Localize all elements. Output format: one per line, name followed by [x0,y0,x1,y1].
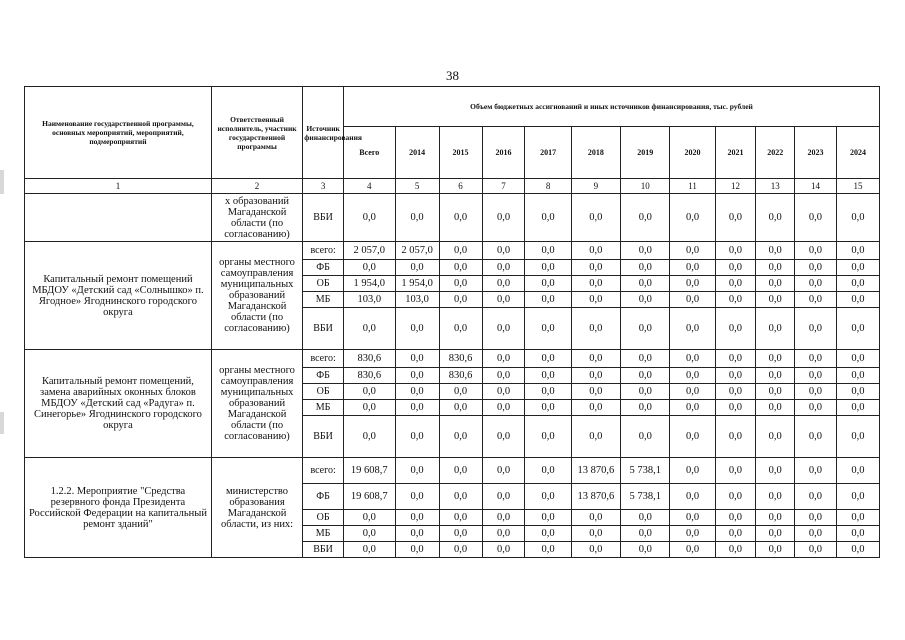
year-value: 0,0 [795,458,837,484]
year-value: 0,0 [395,542,439,558]
total-value: 103,0 [344,292,396,308]
year-value: 0,0 [525,458,571,484]
column-index: 6 [439,179,482,194]
year-value: 0,0 [439,510,482,526]
year-value: 0,0 [482,276,525,292]
funding-source: ВБИ [303,542,344,558]
year-value: 0,0 [836,510,879,526]
year-value: 0,0 [571,384,620,400]
table-row [25,242,880,260]
year-value: 0,0 [836,242,879,260]
year-value: 0,0 [525,194,571,242]
executor-name: х образований Магаданской области (по согласованию) [211,194,302,242]
year-value: 13 870,6 [571,484,620,510]
year-value: 0,0 [571,542,620,558]
column-index: 7 [482,179,525,194]
year-value: 0,0 [836,484,879,510]
year-value: 0,0 [715,526,756,542]
year-value: 0,0 [715,242,756,260]
year-value: 0,0 [571,350,620,368]
year-value: 0,0 [621,292,670,308]
table-row [25,350,880,368]
year-value: 0,0 [439,526,482,542]
year-value: 0,0 [756,242,795,260]
year-value: 0,0 [795,416,837,458]
year-value: 830,6 [439,350,482,368]
year-value: 0,0 [525,368,571,384]
header-year: 2019 [621,127,670,179]
year-value: 0,0 [715,384,756,400]
year-value: 0,0 [715,308,756,350]
year-value: 0,0 [756,416,795,458]
column-index: 1 [25,179,212,194]
column-index: 10 [621,179,670,194]
year-value: 0,0 [571,242,620,260]
year-value: 0,0 [439,276,482,292]
column-index: 13 [756,179,795,194]
year-value: 0,0 [670,194,715,242]
total-value: 0,0 [344,400,396,416]
year-value: 0,0 [621,308,670,350]
header-year: 2022 [756,127,795,179]
table-row [25,458,880,484]
year-value: 0,0 [525,242,571,260]
year-value: 5 738,1 [621,484,670,510]
year-value: 0,0 [795,242,837,260]
year-value: 0,0 [621,542,670,558]
total-value: 0,0 [344,526,396,542]
total-value: 0,0 [344,510,396,526]
funding-source: всего: [303,350,344,368]
year-value: 0,0 [395,260,439,276]
funding-source: МБ [303,526,344,542]
year-value: 0,0 [836,292,879,308]
year-value: 0,0 [571,260,620,276]
year-value: 0,0 [482,484,525,510]
year-value: 0,0 [670,526,715,542]
year-value: 0,0 [756,526,795,542]
year-value: 0,0 [482,458,525,484]
year-value: 0,0 [836,458,879,484]
year-value: 0,0 [395,400,439,416]
year-value: 103,0 [395,292,439,308]
year-value: 0,0 [621,510,670,526]
year-value: 0,0 [621,368,670,384]
year-value: 0,0 [795,276,837,292]
year-value: 0,0 [482,292,525,308]
year-value: 0,0 [482,526,525,542]
funding-source: ВБИ [303,194,344,242]
header-year: 2024 [836,127,879,179]
year-value: 0,0 [621,194,670,242]
year-value: 0,0 [439,400,482,416]
year-value: 0,0 [670,368,715,384]
year-value: 0,0 [482,416,525,458]
year-value: 0,0 [482,350,525,368]
year-value: 0,0 [756,458,795,484]
program-name: Капитальный ремонт помещений, замена аварийных оконных блоков МБДОУ «Детский сад «Радуга» п. Синегорье» Ягоднинского городского округа [25,350,212,458]
year-value: 0,0 [525,400,571,416]
funding-source: всего: [303,242,344,260]
year-value: 0,0 [395,484,439,510]
year-value: 0,0 [756,292,795,308]
year-value: 0,0 [482,400,525,416]
year-value: 0,0 [836,350,879,368]
header-total: Всего [344,127,396,179]
header-year: 2021 [715,127,756,179]
header-year: 2017 [525,127,571,179]
year-value: 0,0 [571,416,620,458]
column-index: 8 [525,179,571,194]
year-value: 0,0 [439,194,482,242]
year-value: 0,0 [715,458,756,484]
year-value: 0,0 [439,308,482,350]
year-value: 0,0 [836,526,879,542]
year-value: 0,0 [756,308,795,350]
year-value: 0,0 [482,260,525,276]
total-value: 830,6 [344,350,396,368]
year-value: 0,0 [795,384,837,400]
year-value: 0,0 [525,384,571,400]
year-value: 0,0 [795,400,837,416]
year-value: 0,0 [482,368,525,384]
year-value: 0,0 [621,260,670,276]
table-body [25,194,880,558]
year-value: 0,0 [715,416,756,458]
year-value: 2 057,0 [395,242,439,260]
year-value: 0,0 [571,308,620,350]
column-index: 9 [571,179,620,194]
year-value: 0,0 [525,510,571,526]
year-value: 0,0 [395,368,439,384]
column-index: 3 [303,179,344,194]
year-value: 0,0 [756,368,795,384]
funding-source: ФБ [303,260,344,276]
margin-mark [0,412,4,434]
year-value: 0,0 [395,526,439,542]
year-value: 0,0 [756,350,795,368]
year-value: 0,0 [670,260,715,276]
year-value: 0,0 [482,242,525,260]
year-value: 0,0 [795,542,837,558]
header-year: 2014 [395,127,439,179]
column-index: 5 [395,179,439,194]
year-value: 0,0 [525,292,571,308]
year-value: 13 870,6 [571,458,620,484]
column-index: 12 [715,179,756,194]
year-value: 0,0 [670,542,715,558]
year-value: 0,0 [836,194,879,242]
header-year: 2020 [670,127,715,179]
year-value: 0,0 [756,194,795,242]
header-year: 2023 [795,127,837,179]
funding-source: ВБИ [303,416,344,458]
funding-source: ОБ [303,276,344,292]
funding-source: МБ [303,400,344,416]
year-value: 0,0 [715,194,756,242]
year-value: 0,0 [670,292,715,308]
year-value: 0,0 [715,276,756,292]
year-value: 0,0 [439,292,482,308]
margin-mark [0,170,4,194]
year-value: 0,0 [395,308,439,350]
executor-name: органы местного самоуправления муниципальных образований Магаданской области (по согласованию) [211,242,302,350]
total-value: 0,0 [344,542,396,558]
year-value: 0,0 [439,484,482,510]
year-value: 0,0 [482,308,525,350]
header-executor: Ответственный исполнитель, участник государственной программы [211,87,302,179]
funding-source: ОБ [303,510,344,526]
total-value: 1 954,0 [344,276,396,292]
year-value: 0,0 [836,260,879,276]
year-value: 0,0 [836,416,879,458]
year-value: 0,0 [670,384,715,400]
year-value: 0,0 [670,308,715,350]
year-value: 0,0 [715,350,756,368]
year-value: 830,6 [439,368,482,384]
year-value: 0,0 [795,526,837,542]
page-number: 38 [446,68,459,83]
year-value: 0,0 [439,242,482,260]
year-value: 0,0 [795,484,837,510]
year-value: 0,0 [670,350,715,368]
total-value: 2 057,0 [344,242,396,260]
year-value: 0,0 [715,368,756,384]
year-value: 0,0 [670,242,715,260]
year-value: 0,0 [439,260,482,276]
program-name: Капитальный ремонт помещений МБДОУ «Детский сад «Солнышко» п. Ягодное» Ягоднинского городского округа [25,242,212,350]
budget-table [24,86,880,558]
total-value: 0,0 [344,416,396,458]
column-index: 11 [670,179,715,194]
year-value: 0,0 [621,242,670,260]
year-value: 0,0 [836,276,879,292]
column-index: 2 [211,179,302,194]
year-value: 0,0 [395,416,439,458]
year-value: 0,0 [621,416,670,458]
year-value: 0,0 [525,416,571,458]
year-value: 1 954,0 [395,276,439,292]
header-year: 2018 [571,127,620,179]
year-value: 0,0 [482,510,525,526]
year-value: 0,0 [571,368,620,384]
year-value: 0,0 [795,292,837,308]
header-year: 2015 [439,127,482,179]
year-value: 0,0 [571,400,620,416]
total-value: 0,0 [344,194,396,242]
year-value: 0,0 [395,510,439,526]
funding-source: ФБ [303,484,344,510]
year-value: 0,0 [756,400,795,416]
year-value: 0,0 [795,308,837,350]
year-value: 0,0 [571,510,620,526]
year-value: 0,0 [715,292,756,308]
funding-source: всего: [303,458,344,484]
year-value: 0,0 [756,484,795,510]
year-value: 0,0 [715,542,756,558]
header-year: 2016 [482,127,525,179]
year-value: 0,0 [670,458,715,484]
year-value: 0,0 [482,384,525,400]
funding-source: ФБ [303,368,344,384]
year-value: 0,0 [795,510,837,526]
year-value: 0,0 [670,400,715,416]
year-value: 0,0 [621,276,670,292]
total-value: 830,6 [344,368,396,384]
year-value: 0,0 [395,384,439,400]
year-value: 0,0 [670,484,715,510]
year-value: 0,0 [439,384,482,400]
year-value: 0,0 [571,276,620,292]
table-header [25,87,880,194]
year-value: 0,0 [795,350,837,368]
year-value: 0,0 [795,368,837,384]
year-value: 0,0 [756,260,795,276]
year-value: 0,0 [525,350,571,368]
year-value: 0,0 [715,260,756,276]
year-value: 0,0 [756,510,795,526]
header-volume: Объем бюджетных ассигнований и иных источников финансирования, тыс. рублей [344,87,880,127]
year-value: 0,0 [571,194,620,242]
total-value: 19 608,7 [344,484,396,510]
year-value: 0,0 [836,542,879,558]
column-index: 4 [344,179,396,194]
year-value: 0,0 [482,542,525,558]
year-value: 0,0 [795,194,837,242]
year-value: 0,0 [395,458,439,484]
total-value: 19 608,7 [344,458,396,484]
year-value: 5 738,1 [621,458,670,484]
total-value: 0,0 [344,308,396,350]
year-value: 0,0 [571,292,620,308]
year-value: 0,0 [836,308,879,350]
executor-name: органы местного самоуправления муниципальных образований Магаданской области (по согласованию) [211,350,302,458]
year-value: 0,0 [670,276,715,292]
year-value: 0,0 [836,400,879,416]
column-index: 14 [795,179,837,194]
year-value: 0,0 [795,260,837,276]
program-name: 1.2.2. Мероприятие "Средства резервного фонда Президента Российской Федерации на капитальный ремонт зданий" [25,458,212,558]
header-source: Источник финансирования [303,87,344,179]
year-value: 0,0 [571,526,620,542]
funding-source: ВБИ [303,308,344,350]
year-value: 0,0 [525,276,571,292]
year-value: 0,0 [715,510,756,526]
total-value: 0,0 [344,260,396,276]
table-row [25,194,880,242]
year-value: 0,0 [525,308,571,350]
year-value: 0,0 [621,350,670,368]
year-value: 0,0 [439,458,482,484]
year-value: 0,0 [395,194,439,242]
funding-source: ОБ [303,384,344,400]
year-value: 0,0 [482,194,525,242]
year-value: 0,0 [756,542,795,558]
year-value: 0,0 [836,384,879,400]
year-value: 0,0 [621,400,670,416]
year-value: 0,0 [715,400,756,416]
year-value: 0,0 [439,542,482,558]
executor-name: министерство образования Магаданской области, из них: [211,458,302,558]
year-value: 0,0 [670,416,715,458]
program-name [25,194,212,242]
funding-source: МБ [303,292,344,308]
year-value: 0,0 [525,542,571,558]
year-value: 0,0 [525,260,571,276]
header-program: Наименование государственной программы, основных мероприятий, мероприятий, подмероприятий [25,87,212,179]
year-value: 0,0 [395,350,439,368]
year-value: 0,0 [621,384,670,400]
year-value: 0,0 [715,484,756,510]
year-value: 0,0 [836,368,879,384]
year-value: 0,0 [439,416,482,458]
year-value: 0,0 [670,510,715,526]
column-index: 15 [836,179,879,194]
total-value: 0,0 [344,384,396,400]
year-value: 0,0 [525,526,571,542]
year-value: 0,0 [756,384,795,400]
year-value: 0,0 [756,276,795,292]
year-value: 0,0 [621,526,670,542]
year-value: 0,0 [525,484,571,510]
